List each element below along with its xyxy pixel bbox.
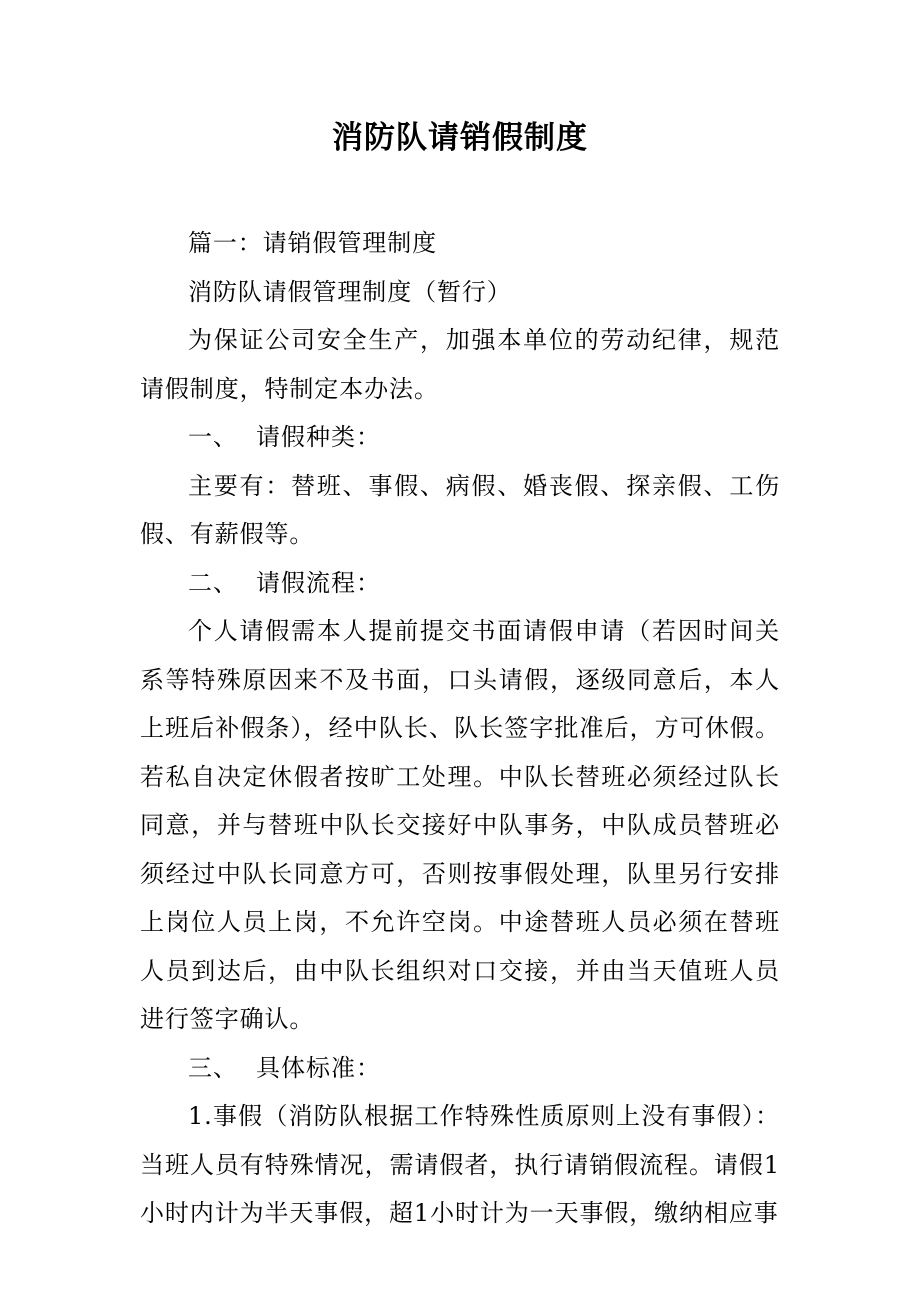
heading-number: 三、 — [188, 1053, 238, 1082]
heading-text: 请假流程： — [256, 568, 381, 597]
heading-text: 具体标准： — [256, 1053, 381, 1082]
heading-leave-process — [140, 559, 780, 608]
heading-text: 请假种类： — [256, 423, 381, 451]
paragraph-leave-types: 主要有：替班、事假、病假、婚丧假、探亲假、工伤假、有薪假等。 — [140, 471, 780, 548]
paragraph-personal-leave: 1.事假（消防队根据工作特殊性质原则上没有事假）：当班人员有特殊情况，需请假者，执行请销假流程。请假1小时内计为半天事假，超1小时计为一天事假，缴纳相应事 — [140, 1102, 780, 1227]
document-title: 消防队请销假制度 — [332, 120, 588, 156]
document-body — [140, 219, 780, 1238]
heading-number: 二、 — [188, 568, 238, 597]
paragraph-subtitle: 消防队请假管理制度（暂行） — [188, 277, 512, 306]
paragraph-leave-process: 个人请假需本人提前提交书面请假申请（若因时间关系等特殊原因来不及书面，口头请假，逐级同意后，本人上班后补假条），经中队长、队长签字批准后，方可休假。若私自决定休假者按旷工处理。中队长替班必须经过队长同意，并与替班中队长交接好中队事务，中队成员替班必须经过中队长同意方可，否则按事假处理，队里另行安排上岗位人员上岗，不允许空岗。中途替班人员必须在替班人员到达后，由中队长组织对口交接，并由当天值班人员进行签字确认。 — [140, 617, 780, 1033]
heading-leave-types — [140, 413, 780, 462]
paragraph-purpose: 为保证公司安全生产，加强本单位的劳动纪律，规范请假制度，特制定本办法。 — [140, 326, 780, 403]
heading-number: 一、 — [188, 423, 238, 451]
paragraph-section-one: 篇一：请销假管理制度 — [188, 229, 437, 257]
heading-standards — [140, 1044, 780, 1093]
